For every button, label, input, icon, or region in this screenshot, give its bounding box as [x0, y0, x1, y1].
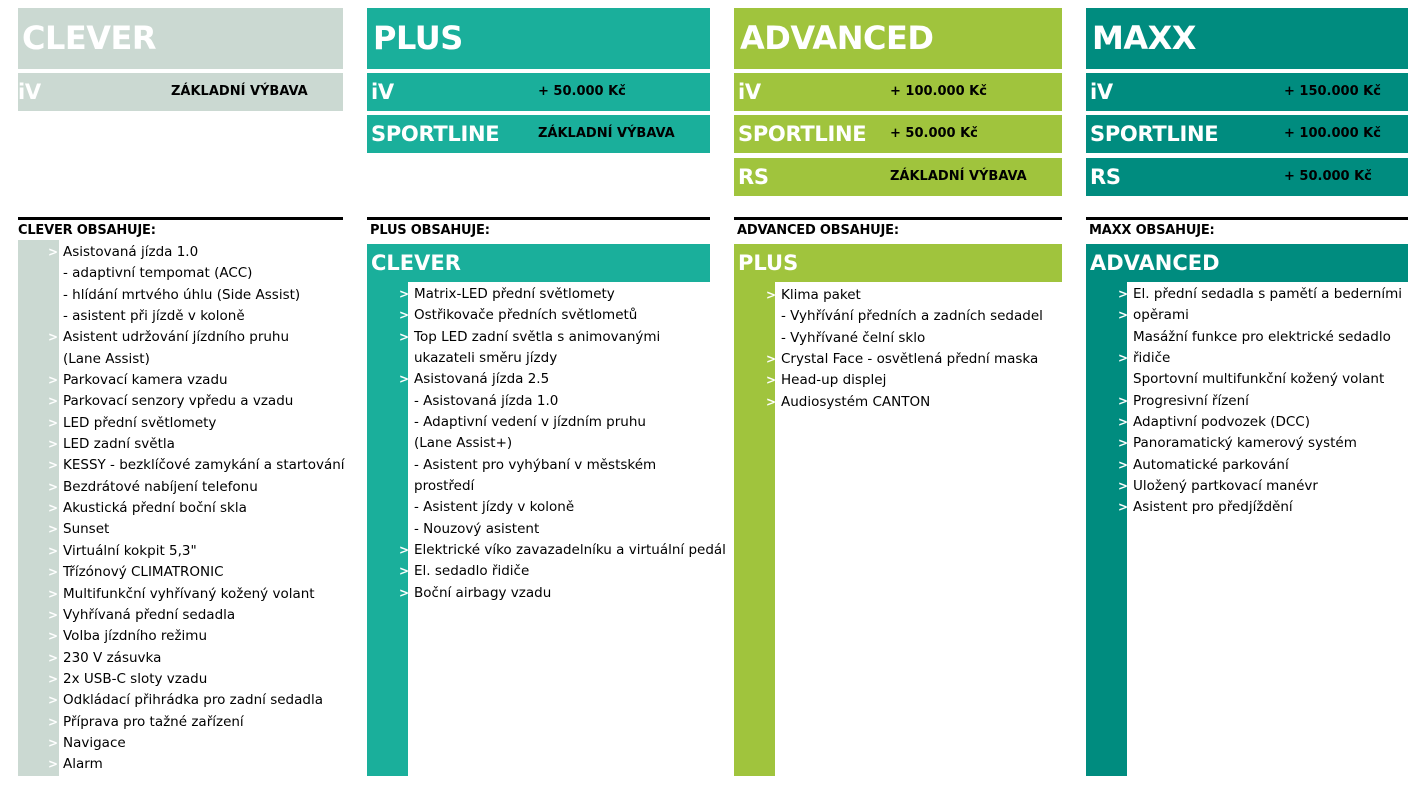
price-row-iv: [734, 73, 1062, 111]
feature-text: Panoramatický kamerový systém: [1133, 435, 1357, 452]
price-row-rs: [1086, 158, 1408, 196]
feature-item: [781, 328, 1043, 349]
bullet-arrow-icon: >: [1118, 500, 1129, 515]
feature-text: - Asistent pro vyhýbaní v městském: [414, 456, 657, 473]
feature-text: Sportovní multifunkční kožený volant: [1133, 371, 1385, 388]
feature-item: [1118, 433, 1402, 454]
feature-text: Audiosystém CANTON: [781, 393, 931, 410]
column-advanced: [734, 0, 1062, 786]
feature-item: [1118, 497, 1402, 518]
feature-item: [48, 413, 345, 434]
feature-item: [414, 433, 726, 454]
contains-heading: ADVANCED OBSAHUJE:: [737, 223, 899, 238]
feature-item: [48, 690, 345, 711]
feature-text: Asistent udržování jízdního pruhu: [63, 329, 290, 346]
contains-heading: CLEVER OBSAHUJE:: [18, 223, 156, 238]
bullet-arrow-icon: >: [1118, 479, 1129, 494]
feature-item: [766, 370, 1043, 391]
bullet-arrow-icon: >: [399, 564, 410, 579]
feature-item: [766, 285, 1043, 306]
feature-item: [48, 626, 345, 647]
feature-text: Třízónový CLIMATRONIC: [63, 564, 224, 581]
feature-text: Navigace: [63, 734, 126, 751]
price-value: + 100.000 Kč: [1284, 126, 1381, 141]
variant-label: SPORTLINE: [738, 122, 867, 146]
bullet-arrow-icon: >: [1118, 308, 1129, 323]
feature-item: [414, 519, 726, 540]
feature-item: [414, 455, 726, 476]
feature-item: [1118, 284, 1403, 305]
bullet-arrow-icon: >: [48, 735, 59, 750]
bullet-arrow-icon: >: [48, 586, 59, 601]
feature-text: El. sedadlo řidiče: [414, 563, 530, 580]
price-value: + 100.000 Kč: [890, 84, 987, 99]
feature-text: - Asistovaná jízda 1.0: [414, 392, 559, 409]
feature-item: [399, 540, 726, 561]
feature-text: 230 V zásuvka: [63, 649, 162, 666]
bullet-arrow-icon: >: [48, 607, 59, 622]
feature-item: [63, 285, 345, 306]
feature-item: [48, 605, 345, 626]
feature-text: - Asistent jízdy v koloně: [414, 499, 575, 516]
bullet-arrow-icon: >: [1118, 287, 1129, 301]
feature-item: [48, 519, 345, 540]
feature-item: [1118, 455, 1402, 476]
variant-label: iV: [18, 80, 41, 104]
feature-item: [48, 562, 345, 583]
price-row-sportline: [1086, 115, 1408, 153]
feature-text: Volba jízdního režimu: [63, 628, 208, 645]
bullet-arrow-icon: >: [48, 373, 59, 388]
feature-item: [1118, 391, 1402, 412]
feature-text: Odkládací přihrádka pro zadní sedadla: [63, 692, 323, 709]
feature-text: (Lane Assist+): [414, 435, 513, 452]
bullet-arrow-icon: >: [48, 501, 59, 516]
price-value: + 50.000 Kč: [538, 84, 626, 99]
feature-text: prostředí: [414, 478, 475, 495]
feature-list: [48, 242, 345, 776]
bullet-arrow-icon: >: [399, 308, 410, 323]
feature-item: [48, 669, 345, 690]
trim-title: MAXX: [1086, 8, 1408, 69]
variant-label: SPORTLINE: [1090, 122, 1219, 146]
feature-text: Vyhřívaná přední sedadla: [63, 606, 236, 623]
feature-item: [414, 497, 726, 518]
feature-text: opěrami: [1133, 307, 1189, 324]
price-value: ZÁKLADNÍ VÝBAVA: [171, 84, 308, 99]
bullet-arrow-icon: >: [48, 565, 59, 580]
feature-item: [399, 369, 726, 390]
feature-text: Bezdrátové nabíjení telefonu: [63, 478, 258, 495]
feature-text: - Adaptivní vedení v jízdním pruhu: [414, 414, 646, 431]
bullet-arrow-icon: >: [1118, 351, 1129, 366]
feature-item: [399, 561, 726, 582]
bullet-arrow-icon: >: [48, 693, 59, 708]
feature-text: Boční airbagy vzadu: [414, 584, 552, 601]
bullet-arrow-icon: >: [399, 543, 410, 558]
feature-text: (Lane Assist): [63, 350, 150, 367]
feature-item: [63, 263, 345, 284]
bullet-arrow-icon: >: [766, 352, 777, 367]
bullet-arrow-icon: >: [766, 373, 777, 388]
column-clever: [18, 0, 343, 786]
price-value: ZÁKLADNÍ VÝBAVA: [890, 169, 1027, 184]
feature-item: [1118, 305, 1402, 326]
price-row-iv: [1086, 73, 1408, 111]
feature-item: [48, 648, 345, 669]
feature-item: [63, 349, 345, 370]
bullet-arrow-icon: >: [48, 714, 59, 729]
feature-item: [48, 455, 345, 476]
column-plus: [367, 0, 726, 786]
feature-text: Top LED zadní světla s animovanými: [414, 328, 661, 345]
variant-label: RS: [738, 165, 769, 189]
feature-text: - adaptivní tempomat (ACC): [63, 265, 253, 282]
feature-text: Parkovací senzory vpředu a vzadu: [63, 393, 294, 410]
bullet-arrow-icon: >: [48, 543, 59, 558]
bullet-arrow-icon: >: [48, 479, 59, 494]
feature-item: [48, 327, 345, 348]
feature-list: [1118, 284, 1403, 519]
variant-label: iV: [738, 80, 761, 104]
feature-text: Matrix-LED přední světlomety: [414, 286, 615, 302]
base-trim-bar: ADVANCED: [1086, 244, 1408, 282]
bullet-arrow-icon: >: [48, 415, 59, 430]
divider: [734, 217, 1062, 220]
variant-label: iV: [371, 80, 394, 104]
feature-text: 2x USB-C sloty vzadu: [63, 670, 208, 687]
feature-text: Crystal Face - osvětlená přední maska: [781, 351, 1039, 368]
feature-text: Masážní funkce pro elektrické sedadlo: [1133, 328, 1391, 345]
feature-text: Uložený partkovací manévr: [1133, 478, 1318, 495]
feature-text: Sunset: [63, 521, 110, 538]
divider: [1086, 217, 1408, 220]
feature-item: [766, 349, 1043, 370]
bullet-arrow-icon: >: [1118, 393, 1129, 408]
feature-item: [414, 412, 726, 433]
feature-text: LED přední světlomety: [63, 414, 217, 431]
feature-text: řidiče: [1133, 350, 1171, 367]
feature-text: LED zadní světla: [63, 436, 175, 453]
trim-title: CLEVER: [18, 8, 343, 69]
feature-item: [414, 348, 726, 369]
price-value: + 50.000 Kč: [1284, 169, 1372, 184]
feature-item: [48, 733, 345, 754]
feature-text: Head-up displej: [781, 372, 887, 389]
feature-text: Virtuální kokpit 5,3": [63, 542, 197, 559]
base-trim-bar: CLEVER: [367, 244, 710, 282]
feature-text: Multifunkční vyhřívaný kožený volant: [63, 585, 315, 602]
price-row-sportline: [367, 115, 710, 153]
feature-item: [1118, 412, 1402, 433]
feature-text: Klima paket: [781, 287, 861, 303]
feature-text: Příprava pro tažné zařízení: [63, 713, 244, 730]
bullet-arrow-icon: >: [48, 330, 59, 345]
feature-item: [48, 584, 345, 605]
bullet-arrow-icon: >: [1118, 415, 1129, 430]
price-row-sportline: [734, 115, 1062, 153]
feature-text: Asistovaná jízda 2.5: [414, 371, 550, 388]
column-maxx: [1086, 0, 1408, 786]
bullet-arrow-icon: >: [766, 288, 777, 302]
feature-item: [766, 392, 1043, 413]
feature-item: [48, 391, 345, 412]
feature-text: - hlídání mrtvého úhlu (Side Assist): [63, 286, 301, 303]
variant-label: iV: [1090, 80, 1113, 104]
feature-item: [1118, 348, 1402, 369]
feature-item: [781, 306, 1043, 327]
feature-item: [48, 434, 345, 455]
bullet-arrow-icon: >: [1118, 457, 1129, 472]
feature-item: [48, 712, 345, 733]
feature-item: [1133, 369, 1402, 390]
feature-text: Akustická přední boční skla: [63, 500, 247, 517]
feature-text: - Nouzový asistent: [414, 520, 540, 537]
feature-item: [399, 583, 726, 604]
feature-item: [48, 754, 345, 775]
bullet-arrow-icon: >: [766, 394, 777, 409]
feature-item: [63, 306, 345, 327]
bullet-arrow-icon: >: [48, 458, 59, 473]
bullet-arrow-icon: >: [48, 245, 59, 259]
feature-list: [399, 284, 726, 604]
feature-text: Parkovací kamera vzadu: [63, 372, 228, 389]
feature-text: Asistent pro předjíždění: [1133, 499, 1293, 516]
color-strip: [367, 282, 408, 776]
feature-text: KESSY - bezklíčové zamykání a startování: [63, 457, 345, 474]
feature-item: [414, 391, 726, 412]
trim-title: ADVANCED: [734, 8, 1062, 69]
feature-item: [48, 477, 345, 498]
feature-item: [399, 305, 726, 326]
feature-item: [399, 284, 726, 305]
variant-label: RS: [1090, 165, 1121, 189]
feature-text: Alarm: [63, 756, 103, 773]
feature-text: Elektrické víko zavazadelníku a virtuální pedál: [414, 542, 726, 559]
feature-item: [1133, 327, 1402, 348]
feature-item: [48, 498, 345, 519]
feature-text: El. přední sedadla s pamětí a bederními: [1133, 286, 1403, 302]
bullet-arrow-icon: >: [48, 757, 59, 772]
feature-item: [414, 476, 726, 497]
feature-item: [1118, 476, 1402, 497]
price-row-iv: [367, 73, 710, 111]
feature-text: - Vyhřívané čelní sklo: [781, 329, 926, 346]
price-value: ZÁKLADNÍ VÝBAVA: [538, 126, 675, 141]
price-value: + 50.000 Kč: [890, 126, 978, 141]
feature-text: - Vyhřívání předních a zadních sedadel: [781, 308, 1043, 325]
bullet-arrow-icon: >: [48, 671, 59, 686]
feature-text: Asistovaná jízda 1.0: [63, 244, 199, 260]
price-row-rs: [734, 158, 1062, 196]
contains-heading: PLUS OBSAHUJE:: [370, 223, 490, 238]
feature-item: [48, 541, 345, 562]
bullet-arrow-icon: >: [48, 437, 59, 452]
feature-text: Ostřikovače předních světlometů: [414, 307, 638, 324]
bullet-arrow-icon: >: [399, 372, 410, 387]
feature-text: Automatické parkování: [1133, 456, 1289, 473]
bullet-arrow-icon: >: [1118, 436, 1129, 451]
price-row-iv: [18, 73, 343, 111]
feature-text: Progresivní řízení: [1133, 392, 1249, 409]
variant-label: SPORTLINE: [371, 122, 500, 146]
feature-text: Adaptivní podvozek (DCC): [1133, 414, 1310, 431]
feature-item: [48, 370, 345, 391]
bullet-arrow-icon: >: [48, 522, 59, 537]
bullet-arrow-icon: >: [48, 629, 59, 644]
price-value: + 150.000 Kč: [1284, 84, 1381, 99]
bullet-arrow-icon: >: [48, 650, 59, 665]
feature-text: ukazateli směru jízdy: [414, 350, 558, 367]
base-trim-bar: PLUS: [734, 244, 1062, 282]
bullet-arrow-icon: >: [48, 394, 59, 409]
feature-list: [766, 285, 1043, 413]
bullet-arrow-icon: >: [399, 585, 410, 600]
feature-item: [399, 327, 726, 348]
divider: [18, 217, 343, 220]
bullet-arrow-icon: >: [399, 329, 410, 344]
trim-title: PLUS: [367, 8, 710, 69]
divider: [367, 217, 710, 220]
feature-text: - asistent při jízdě v koloně: [63, 308, 245, 325]
feature-item: [48, 242, 345, 263]
bullet-arrow-icon: >: [399, 287, 410, 301]
contains-heading: MAXX OBSAHUJE:: [1089, 223, 1215, 238]
